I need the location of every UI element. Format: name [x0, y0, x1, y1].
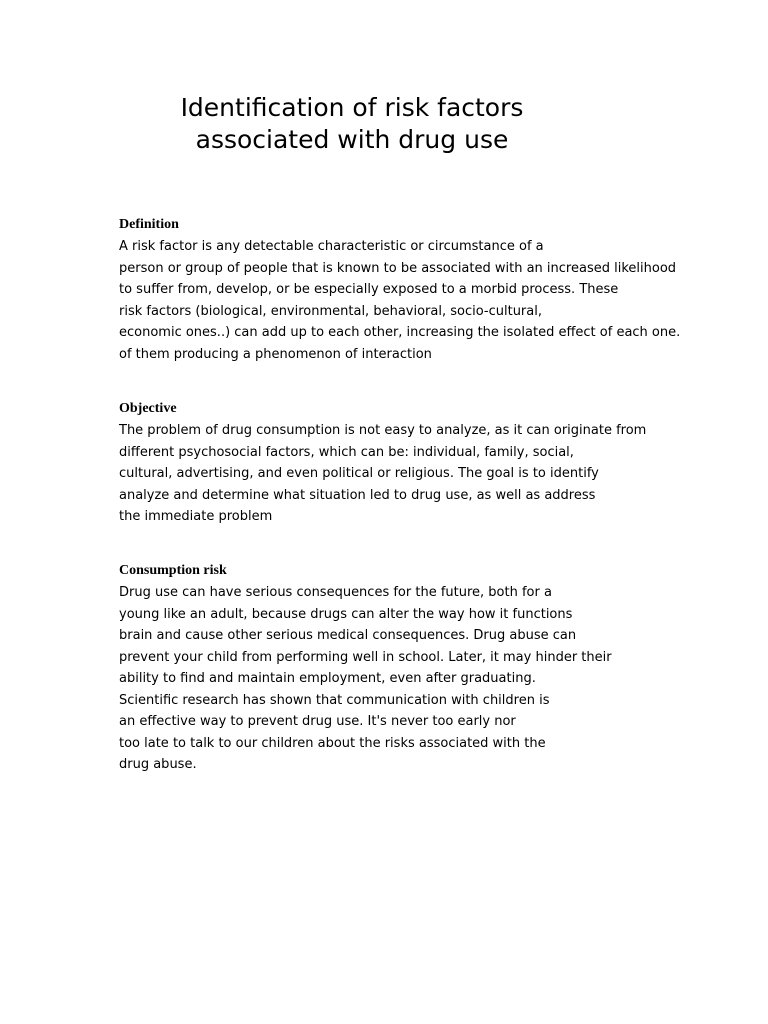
section-body	[119, 582, 719, 776]
section-heading: Definition	[119, 217, 179, 232]
body-line: too late to talk to our children about the risks associated with the	[119, 735, 546, 751]
section-consumption-risk	[119, 562, 719, 776]
body-line: drug abuse.	[119, 757, 197, 772]
body-line: economic ones..) can add up to each other, increasing the isolated effect of each one.	[119, 325, 681, 340]
body-line: analyze and determine what situation led to drug use, as well as address	[119, 487, 596, 503]
body-line: of them producing a phenomenon of interaction	[119, 346, 432, 362]
document-title	[100, 92, 604, 156]
section-objective	[119, 400, 719, 528]
body-line: an effective way to prevent drug use. It's never too early nor	[119, 714, 516, 729]
body-line: cultural, advertising, and even political or religious. The goal is to identify	[119, 466, 599, 481]
section-heading: Objective	[119, 401, 177, 416]
section-heading: Consumption risk	[119, 563, 227, 578]
body-line: to suffer from, develop, or be especially exposed to a morbid process. These	[119, 282, 619, 297]
title-line: Identification of risk factors	[180, 93, 524, 122]
body-line: young like an adult, because drugs can alter the way how it functions	[119, 606, 573, 622]
body-line: the immediate problem	[119, 509, 273, 524]
section-definition	[119, 216, 719, 365]
body-line: person or group of people that is known to be associated with an increased likelihood	[119, 260, 677, 276]
title-line: associated with drug use	[195, 125, 509, 154]
body-line: ability to find and maintain employment, even after graduating.	[119, 671, 536, 686]
body-line: brain and cause other serious medical consequences. Drug abuse can	[119, 628, 577, 643]
body-line: prevent your child from performing well in school. Later, it may hinder their	[119, 649, 612, 665]
body-line: The problem of drug consumption is not easy to analyze, as it can originate from	[119, 423, 647, 438]
section-body	[119, 236, 719, 365]
body-line: Scientific research has shown that communication with children is	[119, 692, 550, 708]
body-line: risk factors (biological, environmental, behavioral, socio-cultural,	[119, 303, 542, 319]
body-line: different psychosocial factors, which can be: individual, family, social,	[119, 444, 574, 460]
body-line: Drug use can have serious consequences for the future, both for a	[119, 585, 552, 600]
body-line: A risk factor is any detectable characteristic or circumstance of a	[119, 239, 544, 254]
section-body	[119, 420, 719, 528]
